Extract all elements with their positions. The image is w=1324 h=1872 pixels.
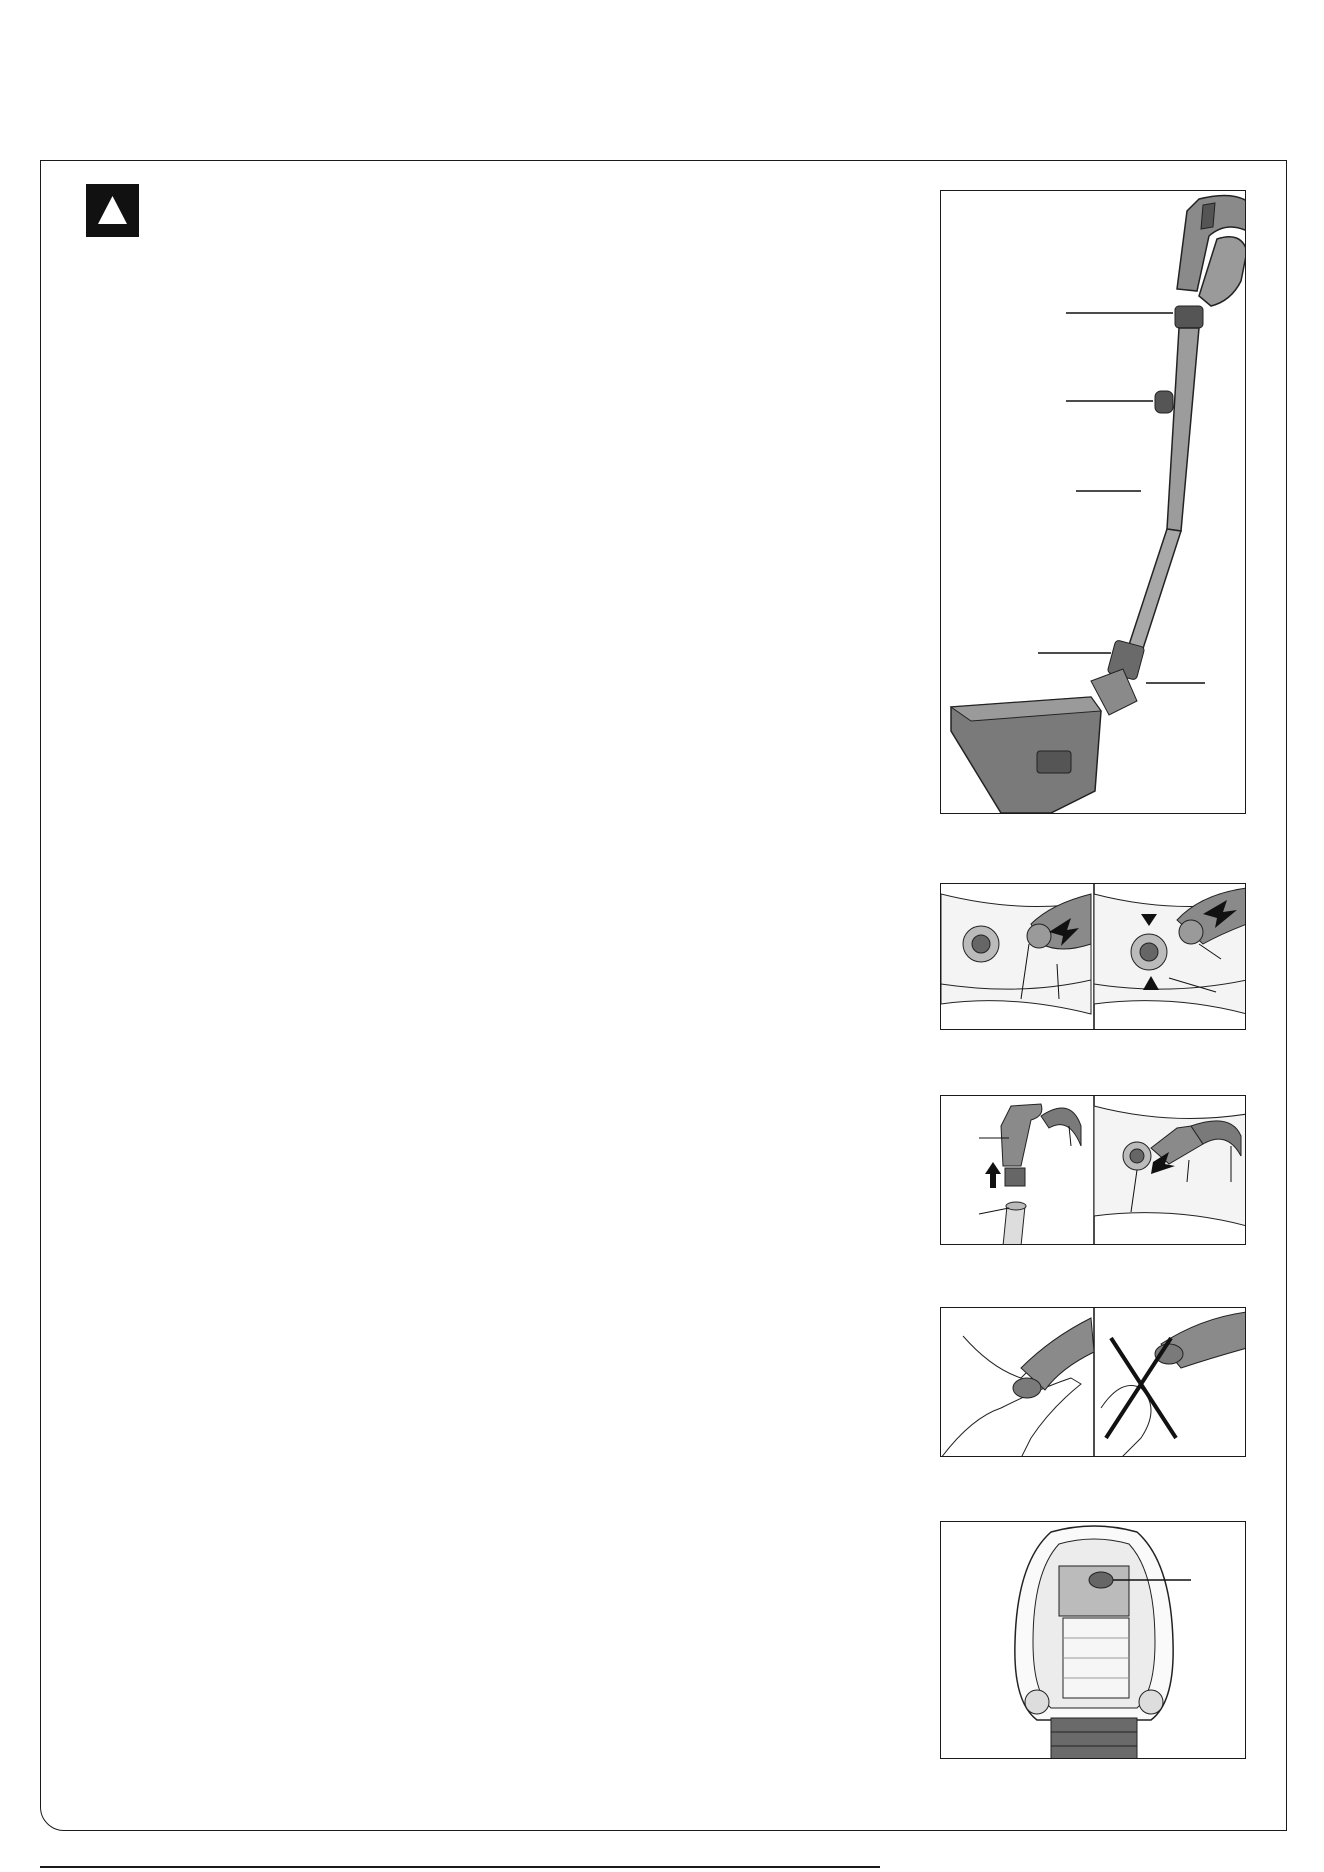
dust-compartment-figure bbox=[940, 1521, 1246, 1759]
hose-handle-illustration bbox=[941, 1096, 1246, 1245]
hose-connection-figure bbox=[940, 883, 1246, 1030]
handle-tube-attach-figure bbox=[940, 1095, 1246, 1245]
hose-handling-figure bbox=[940, 1307, 1246, 1457]
footer-rule bbox=[40, 1866, 880, 1868]
vacuum-telescopic-tube-figure bbox=[940, 190, 1246, 814]
vacuum-floor-nozzle-illustration bbox=[941, 191, 1246, 814]
warning-triangle-icon bbox=[86, 184, 139, 237]
hose-inlet-illustration bbox=[941, 884, 1246, 1030]
open-dust-compartment-illustration bbox=[941, 1522, 1246, 1759]
hand-holding-hose-illustration bbox=[941, 1308, 1246, 1457]
